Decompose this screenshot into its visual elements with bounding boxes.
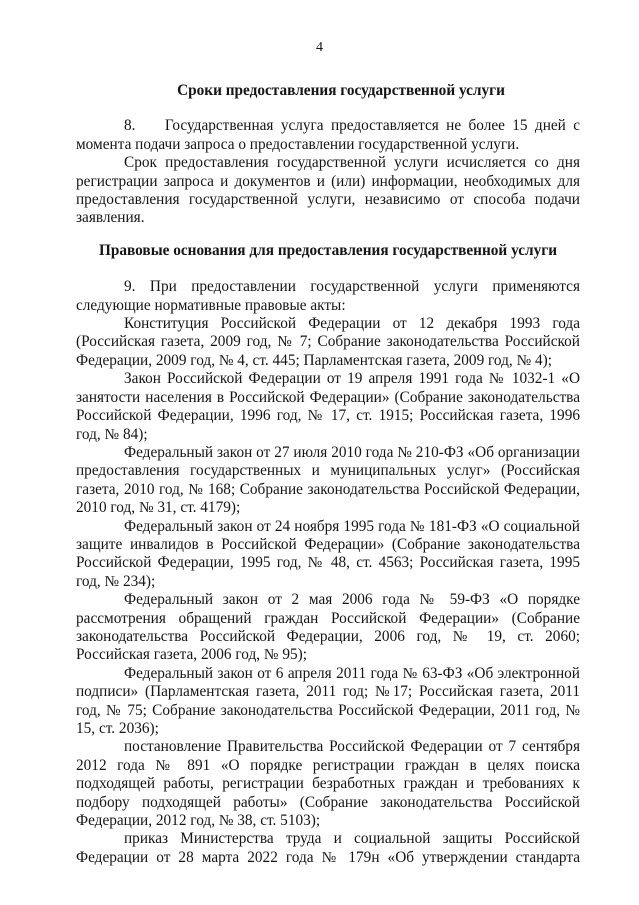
paragraph: Закон Российской Федерации от 19 апреля 1991 года № 1032-1 «О занятости населения в Российской Федерации» (Собрание законодательства Российской Федерации, 1996 год, № 17, ст. 1915; Российская газета, 1996 год, № 84); <box>76 370 580 443</box>
paragraph: Федеральный закон от 2 мая 2006 года № 59-ФЗ «О порядке рассмотрения обращений граждан Российской Федерации» (Собрание законодательства Российской Федерации, 2006 год, № 19, ст. 2060; Российская газета, 2006 год, № 95); <box>76 591 580 664</box>
page-content <box>76 82 580 867</box>
section-heading-legal-basis: Правовые основания для предоставления государственной услуги <box>98 241 558 259</box>
paragraph: Конституция Российской Федерации от 12 декабря 1993 года (Российская газета, 2009 год, № 7; Собрание законодательства Российской Федерации, 2009 год, № 4, ст. 445; Парламентская газета, 2009 год, № 4); <box>76 315 580 369</box>
paragraph: 8. Государственная услуга предоставляется не более 15 дней с момента подачи запроса о предоставлении государственной услуги. <box>76 117 580 153</box>
page-number: 4 <box>316 40 323 55</box>
paragraph: Федеральный закон от 6 апреля 2011 года № 63-ФЗ «Об электронной подписи» (Парламентская газета, 2011 год; №17; Российская газета, 2011 год, № 75; Собрание законодательства Российской Федерации, 2011 год, № 15, ст. 2036); <box>76 664 580 737</box>
paragraph: Федеральный закон от 24 ноября 1995 года № 181-ФЗ «О социальной защите инвалидов в Российской Федерации» (Собрание законодательства Российской Федерации, 1995 год, № 48, ст. 4563; Российская газета, 1995 год, № 234); <box>76 517 580 590</box>
paragraph: 9. При предоставлении государственной услуги применяются следующие нормативные правовые акты: <box>76 278 580 314</box>
paragraph: приказ Министерства труда и социальной защиты Российской Федерации от 28 марта 2022 года № 179н «Об утверждении стандарта <box>76 830 580 866</box>
paragraph: Федеральный закон от 27 июля 2010 года № 210-ФЗ «Об организации предоставления государственных и муниципальных услуг» (Российская газета, 2010 год, № 168; Собрание законодательства Российской Федерации, 2010 год, № 31, ст. 4179); <box>76 443 580 517</box>
paragraph: постановление Правительства Российской Федерации от 7 сентября 2012 года № 891 «О порядке регистрации граждан в целях поиска подходящей работы, регистрации безработных граждан и требованиях к подбору подходящей работы» (Собрание законодательства Российской Федерации, 2012 год, № 38, ст. 5103); <box>76 738 580 830</box>
section-heading-service-terms: Сроки предоставления государственной услуги <box>177 82 505 99</box>
paragraph: Срок предоставления государственной услуги исчисляется со дня регистрации запроса и документов и (или) информации, необходимых для предоставления государственной услуги, независимо от способа подачи заявления. <box>76 154 580 227</box>
